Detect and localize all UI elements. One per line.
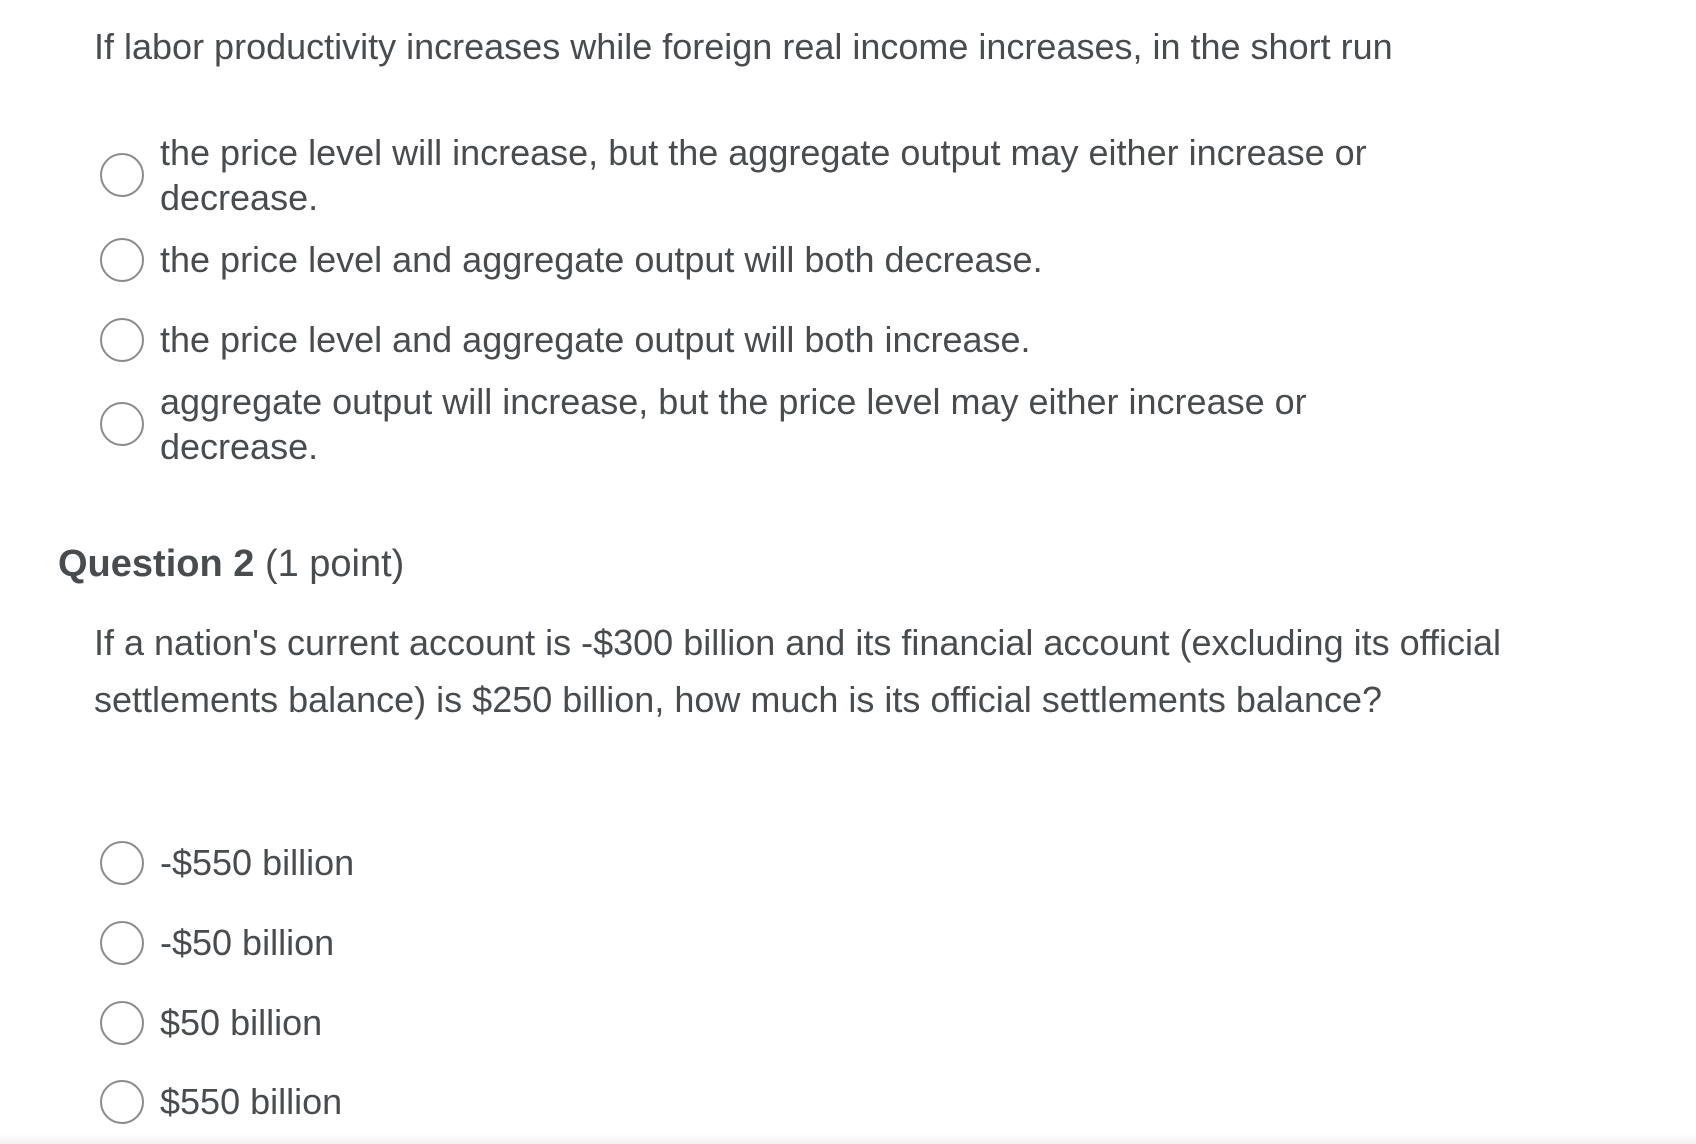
question-1-option-2[interactable] xyxy=(100,237,1540,282)
option-label[interactable]: the price level and aggregate output will both increase. xyxy=(160,319,1031,360)
question-1-option-4[interactable] xyxy=(100,379,1460,469)
question-2-option-1[interactable] xyxy=(100,840,1540,885)
bottom-edge-shadow xyxy=(0,1134,1696,1144)
question-1-option-1[interactable] xyxy=(100,130,1520,220)
question-2-stem: If a nation's current account is -$300 billion and its financial account (excluding its official settlements balance) is $250 billion, how much is its official settlements balance? xyxy=(94,622,1501,720)
option-label[interactable]: the price level will increase, but the aggregate output may either increase or decrease. xyxy=(160,132,1367,218)
radio-button[interactable] xyxy=(100,238,144,282)
question-1-stem: If labor productivity increases while foreign real income increases, in the short run xyxy=(94,26,1393,67)
radio-button[interactable] xyxy=(100,841,144,885)
radio-button[interactable] xyxy=(100,1001,144,1045)
radio-button[interactable] xyxy=(100,1080,144,1124)
question-2-heading xyxy=(58,538,404,590)
question-2-option-3[interactable] xyxy=(100,1000,1540,1045)
option-label[interactable]: the price level and aggregate output will both decrease. xyxy=(160,239,1043,280)
radio-button[interactable] xyxy=(100,153,144,197)
question-2-option-2[interactable] xyxy=(100,920,1540,965)
option-label[interactable]: -$550 billion xyxy=(160,842,355,883)
option-label[interactable]: -$50 billion xyxy=(160,922,335,963)
question-2-title: Question 2 xyxy=(58,543,255,585)
radio-button[interactable] xyxy=(100,921,144,965)
radio-button[interactable] xyxy=(100,402,144,446)
question-1-option-3[interactable] xyxy=(100,317,1540,362)
option-label[interactable]: $50 billion xyxy=(160,1002,323,1043)
option-label[interactable]: aggregate output will increase, but the price level may either increase or decrease. xyxy=(160,381,1307,467)
radio-button[interactable] xyxy=(100,318,144,362)
option-label[interactable]: $550 billion xyxy=(160,1081,343,1122)
question-2-points: (1 point) xyxy=(264,543,405,585)
question-2-option-4[interactable] xyxy=(100,1079,1540,1124)
